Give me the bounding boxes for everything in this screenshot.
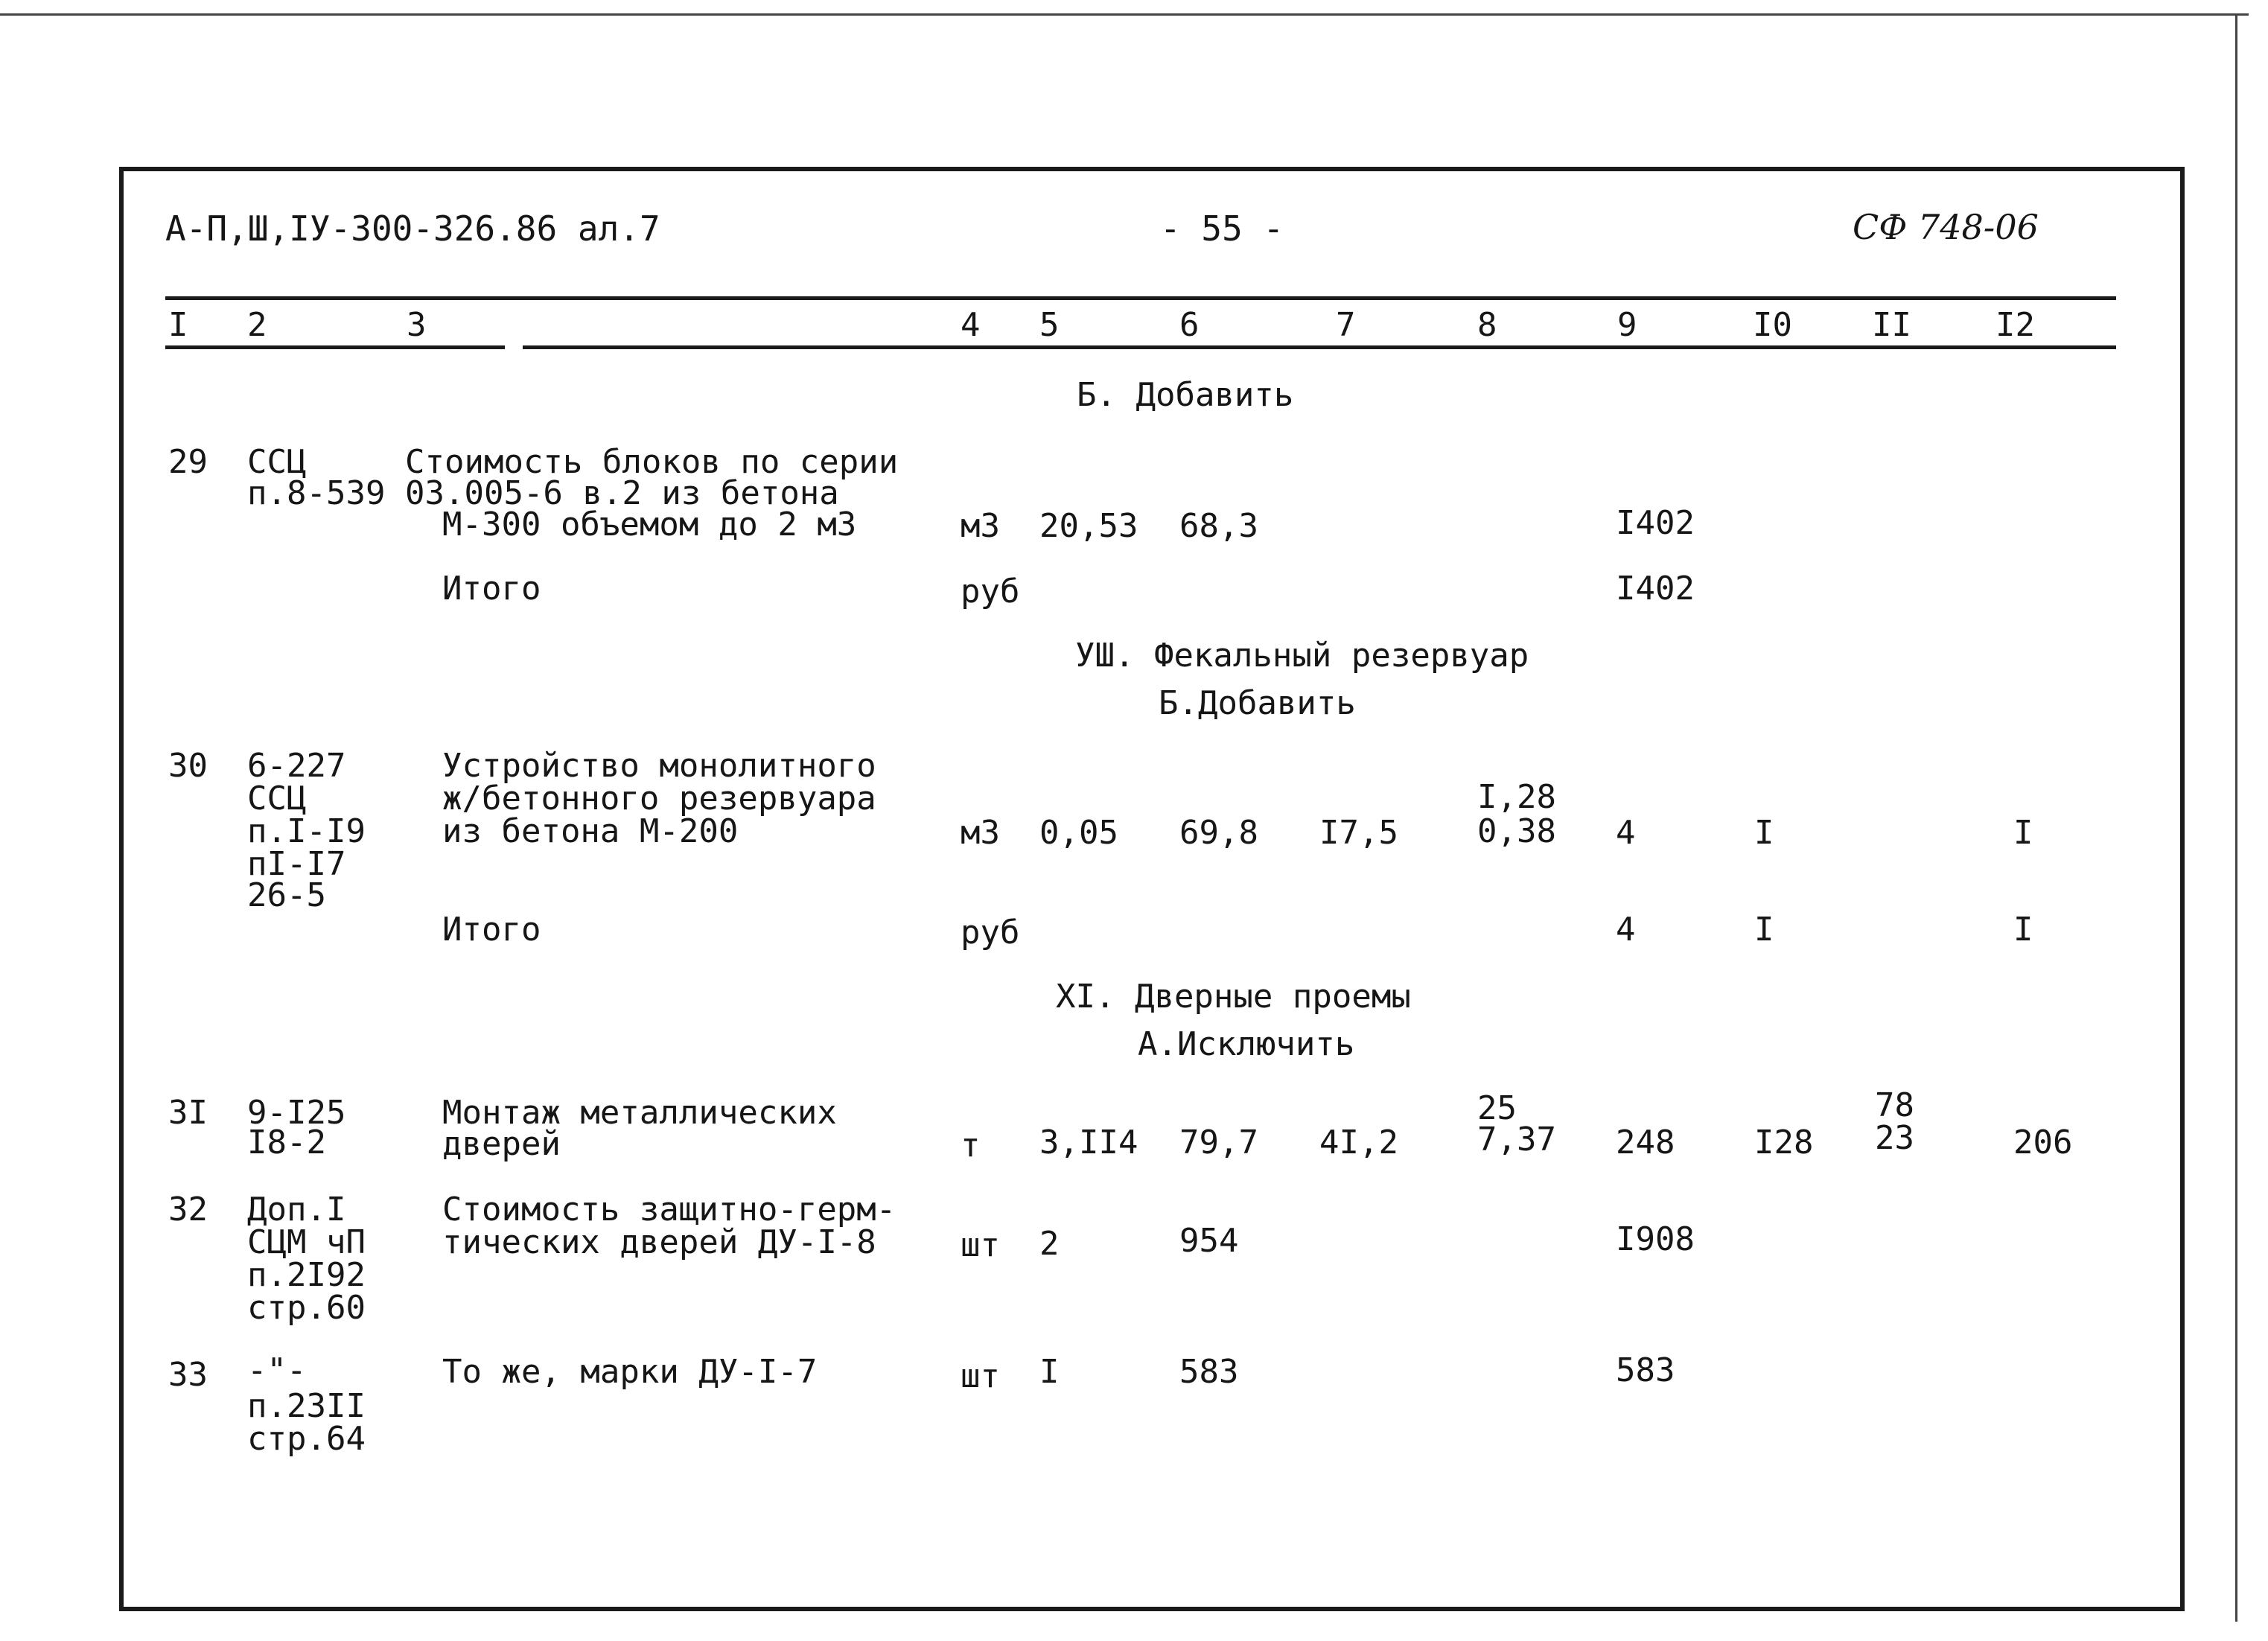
row-quantity: 0,05 (1039, 814, 1118, 852)
row-code-line: -"- (247, 1351, 307, 1389)
row-col8-line: 25 (1477, 1089, 1517, 1127)
row-description-line: Монтаж металлических (442, 1094, 837, 1132)
column-header: I (168, 306, 188, 344)
subtotal-unit: руб (961, 914, 1020, 952)
row-total: I908 (1616, 1220, 1695, 1258)
row-col10: I (1754, 814, 1774, 852)
section-title: Б. Добавить (1077, 376, 1294, 414)
archive-stamp: СФ 748-06 (1853, 207, 2039, 247)
row-col10: I28 (1754, 1124, 1814, 1162)
section-subtitle: Б.Добавить (1159, 684, 1356, 722)
row-quantity: 20,53 (1039, 507, 1138, 545)
section-title: УШ. Фекальный резервуар (1075, 637, 1529, 675)
row-unit-price: 79,7 (1179, 1124, 1258, 1162)
subtotal-unit: руб (961, 573, 1020, 611)
row-code-line: пI-I7 (247, 845, 346, 883)
document-code: А-П,Ш,IУ-300-326.86 ал.7 (165, 208, 660, 249)
row-col12: I (2013, 814, 2033, 852)
row-col8-line: 0,38 (1477, 812, 1556, 850)
row-description-line: 03.005-6 в.2 из бетона (405, 474, 839, 512)
row-code-line: п.I-I9 (247, 812, 366, 850)
subtotal-label: Итого (442, 911, 541, 949)
row-col7: I7,5 (1319, 814, 1398, 852)
row-number: 30 (168, 747, 208, 785)
page-number: - 55 - (1160, 208, 1284, 249)
row-description-line: дверей (442, 1125, 561, 1163)
column-header: I0 (1753, 306, 1792, 344)
row-number: 3I (168, 1094, 208, 1132)
column-header: 7 (1336, 306, 1356, 344)
column-header: 9 (1617, 306, 1637, 344)
header-rule-bottom-left (165, 345, 505, 349)
row-description-line: То же, марки ДУ-I-7 (442, 1353, 818, 1391)
row-unit: м3 (961, 507, 1000, 545)
row-quantity: 3,II4 (1039, 1124, 1138, 1162)
row-code-line: 6-227 (247, 747, 346, 785)
row-description-line: Стоимость защитно-герм- (442, 1191, 896, 1229)
row-unit: м3 (961, 814, 1000, 852)
subtotal-col12: I (2013, 911, 2033, 949)
row-unit: шт (961, 1226, 1000, 1264)
row-code-line: Доп.I (247, 1191, 346, 1229)
row-description-line: ж/бетонного резервуара (442, 780, 876, 818)
row-unit-price: 69,8 (1179, 814, 1258, 852)
row-code-line: 9-I25 (247, 1094, 346, 1132)
row-description-line: Стоимость блоков по серии (405, 443, 899, 481)
row-number: 29 (168, 443, 208, 481)
subtotal-total: I402 (1616, 570, 1695, 608)
row-unit: т (961, 1127, 981, 1164)
row-col8-line: I,28 (1477, 778, 1556, 816)
row-description-line: тических дверей ДУ-I-8 (442, 1223, 876, 1261)
row-description-line: Устройство монолитного (442, 747, 876, 785)
row-col7: 4I,2 (1319, 1124, 1398, 1162)
column-header: 2 (247, 306, 267, 344)
row-number: 32 (168, 1191, 208, 1229)
column-header: 5 (1039, 306, 1060, 344)
section-subtitle: А.Исключить (1138, 1025, 1355, 1063)
scan-edge-top (0, 13, 2249, 16)
section-title: XI. Дверные проемы (1056, 978, 1411, 1016)
row-quantity: 2 (1039, 1225, 1060, 1263)
column-header: 6 (1179, 306, 1200, 344)
row-description-line: М-300 объемом до 2 м3 (442, 506, 857, 544)
row-code-line: СЦМ чП (247, 1223, 366, 1261)
row-code-line: п.23II (247, 1387, 366, 1425)
column-header: 8 (1477, 306, 1497, 344)
row-code-line: п.8-539 (247, 474, 386, 512)
row-quantity: I (1039, 1353, 1060, 1391)
subtotal-total: 4 (1616, 911, 1636, 949)
row-total: I402 (1616, 504, 1695, 542)
row-code-line: п.2I92 (247, 1256, 366, 1294)
row-col11-line: 23 (1875, 1119, 1914, 1157)
row-col11-line: 78 (1875, 1086, 1914, 1124)
column-header: II (1872, 306, 1911, 344)
row-unit-price: 68,3 (1179, 507, 1258, 545)
row-code-line: I8-2 (247, 1124, 326, 1162)
row-description-line: из бетона М-200 (442, 812, 739, 850)
column-header: 3 (407, 306, 427, 344)
row-code-line: стр.64 (247, 1420, 366, 1458)
row-code-line: ССЦ (247, 780, 307, 818)
row-col8-line: 7,37 (1477, 1121, 1556, 1159)
row-unit-price: 583 (1179, 1353, 1239, 1391)
header-rule-top (165, 296, 2116, 300)
row-unit-price: 954 (1179, 1222, 1239, 1260)
subtotal-col10: I (1754, 911, 1774, 949)
row-code-line: ССЦ (247, 443, 307, 481)
column-header: 4 (961, 306, 981, 344)
row-code-line: 26-5 (247, 876, 326, 914)
header-rule-bottom-right (523, 345, 2116, 349)
row-col12: 206 (2013, 1124, 2073, 1162)
subtotal-label: Итого (442, 570, 541, 608)
row-total: 583 (1616, 1351, 1675, 1389)
row-total: 248 (1616, 1124, 1675, 1162)
scan-edge-right (2235, 13, 2237, 1622)
row-unit: шт (961, 1357, 1000, 1395)
column-header: I2 (1995, 306, 2035, 344)
row-total: 4 (1616, 814, 1636, 852)
row-code-line: стр.60 (247, 1289, 366, 1327)
row-number: 33 (168, 1356, 208, 1394)
